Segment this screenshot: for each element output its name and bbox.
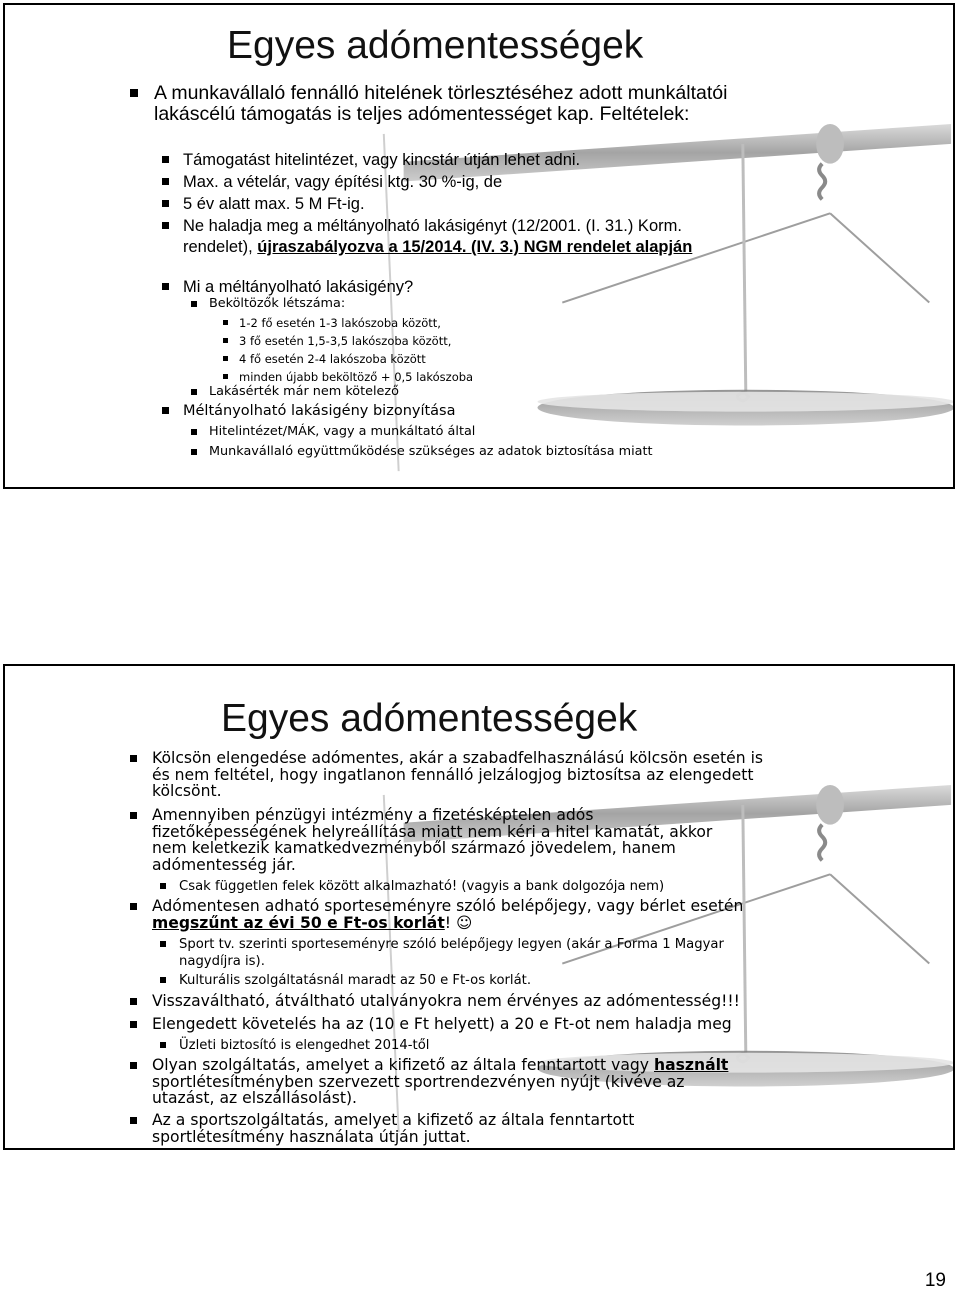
list-item: A munkavállaló fennálló hitelének törlesztéséhez adott munkáltatói lakáscélú támogatás is teljes adómentességet kap. Feltételek: [130,83,750,125]
bullet-square-icon [191,389,197,395]
bullet-square-icon [223,320,228,325]
list-item: Az a sportszolgáltatás, amelyet a kifizető az általa fenntartott sportlétesítmény használata útján juttat. [130,1112,730,1145]
bullet-square-icon [191,449,197,455]
list-item: 1-2 fő esetén 1-3 lakószoba között, [223,315,743,331]
slide-2-title: Egyes adómentességek [221,697,638,740]
bullet-square-icon [130,998,137,1005]
list-item: 3 fő esetén 1,5-3,5 lakószoba között, [223,333,743,349]
bullet-square-icon [162,178,169,185]
list-item: Elengedett követelés ha az (10 e Ft helyett) a 20 e Ft-ot nem haladja meg [130,1016,830,1033]
bullet-square-icon [160,1042,166,1048]
bullet-square-icon [162,200,169,207]
page-number: 19 [924,1270,946,1291]
list-item: Max. a vételár, vagy építési ktg. 30 %-ig, de [162,172,762,193]
bullet-square-icon [162,407,169,414]
list-item: 4 fő esetén 2-4 lakószoba között [223,351,743,367]
bullet-square-icon [160,941,166,947]
bullet-square-icon [130,755,137,762]
list-item: Kölcsön elengedése adómentes, akár a szabadfelhasználású kölcsön esetén is és nem feltétel, hogy ingatlanon fennálló jelzálogjog biztosítsa az elengedett kölcsönt. [130,750,770,800]
list-item: Munkavállaló együttműködése szükséges az adatok biztosítása miatt [191,443,831,461]
list-item: Kulturális szolgáltatásnál maradt az 50 e Ft-os korlát. [160,972,760,989]
bullet-square-icon [191,301,197,307]
bullet-square-icon [130,1021,137,1028]
list-item: Méltányolható lakásigény bizonyítása [162,401,762,421]
slide-1 [3,3,955,489]
list-item: Támogatást hitelintézet, vagy kincstár útján lehet adni. [162,150,762,171]
list-item: Hitelintézet/MÁK, vagy a munkáltató által [191,423,791,441]
list-item: 5 év alatt max. 5 M Ft-ig. [162,194,762,215]
bullet-square-icon [162,222,169,229]
slide-1-title: Egyes adómentességek [227,24,644,67]
list-item: Sport tv. szerinti sporteseményre szóló belépőjegy legyen (akár a Forma 1 Magyar nagydíjra is). [160,936,740,970]
list-item: Csak független felek között alkalmazható! (vagyis a bank dolgozója nem) [160,878,800,895]
list-item: Mi a méltányolható lakásigény? [162,277,762,298]
bullet-square-icon [223,338,228,343]
list-item: Amennyiben pénzügyi intézmény a fizetésképtelen adós fizetőképességének helyreállítása miatt nem kéri a hitel kamatát, akkor nem keletkezik kamatkedvezményből származó jövedelem, hanem adómentesség jár. [130,807,730,874]
bullet-square-icon [130,812,137,819]
list-item: Olyan szolgáltatás, amelyet a kifizető az általa fenntartott vagy használt sportlétesítményben szervezett sportrendezvényen nyújt (kivéve az utazást, az elszállásolást). [130,1057,745,1107]
bullet-square-icon [130,89,138,97]
bullet-square-icon [162,283,169,290]
slide-2 [3,664,955,1150]
list-item: Üzleti biztosító is elengedhet 2014-től [160,1037,760,1054]
list-item: Visszaváltható, átváltható utalványokra nem érvényes az adómentesség!!! [130,993,830,1010]
bullet-square-icon [130,1117,137,1124]
bullet-square-icon [160,977,166,983]
list-item: Ne haladja meg a méltányolható lakásigényt (12/2001. (I. 31.) Korm. rendelet), újraszabályozva a 15/2014. (IV. 3.) NGM rendelet alapján [162,216,722,258]
bullet-square-icon [162,156,169,163]
bullet-square-icon [130,903,137,910]
list-item: Lakásérték már nem kötelező [191,383,751,401]
list-item: Adómentesen adható sporteseményre szóló belépőjegy, vagy bérlet esetén megszűnt az évi 50 e Ft-os korlát! ☺ [130,898,770,931]
bullet-square-icon [191,429,197,435]
bullet-square-icon [223,356,228,361]
list-item: minden újabb beköltöző + 0,5 lakószoba [223,369,743,385]
bullet-square-icon [130,1062,137,1069]
list-item: Beköltözők létszáma: [191,295,751,313]
bullet-square-icon [223,374,228,379]
bullet-square-icon [160,883,166,889]
